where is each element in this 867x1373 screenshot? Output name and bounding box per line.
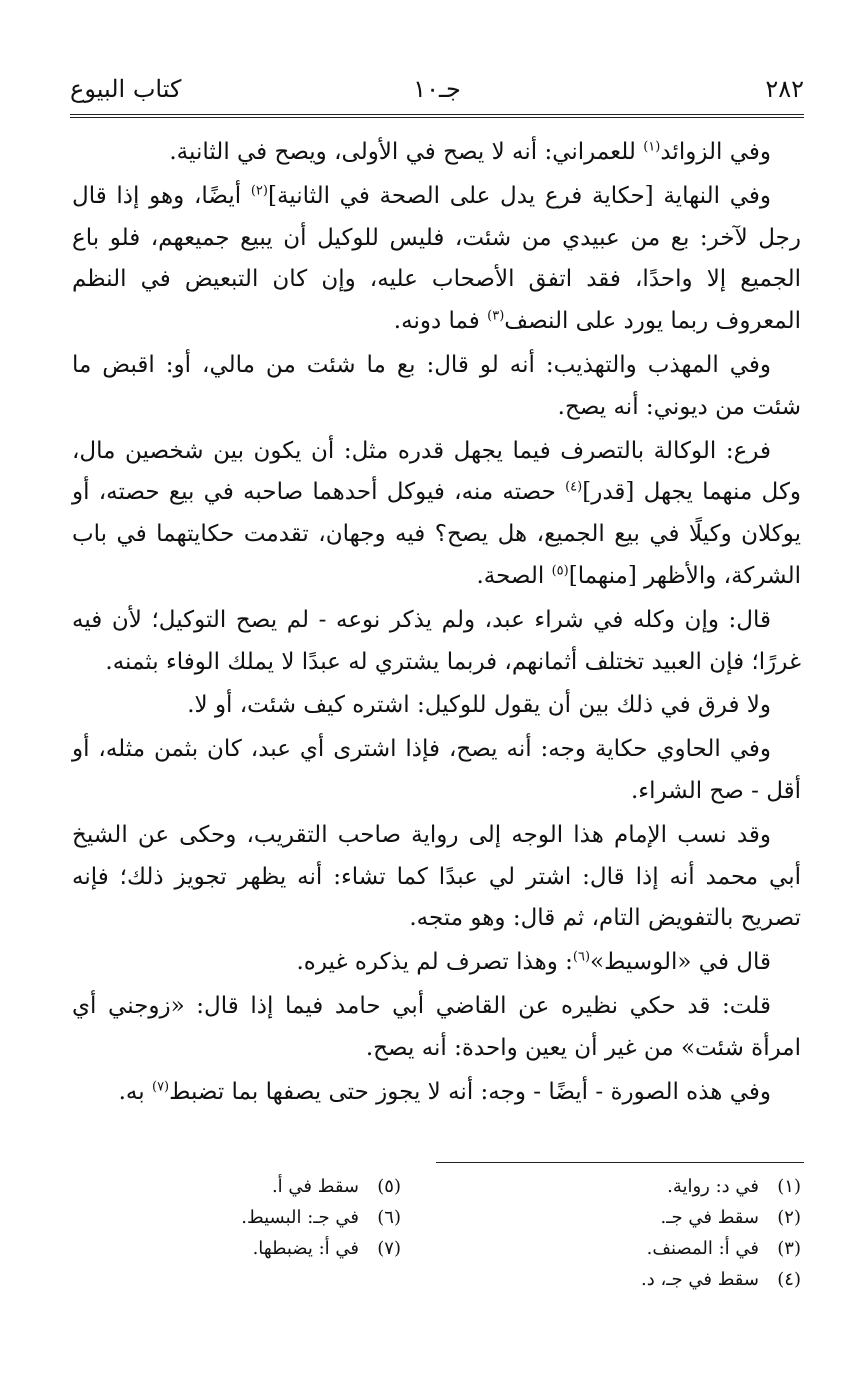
paragraph xyxy=(72,600,801,684)
running-header xyxy=(70,74,804,108)
paragraph-text: فما دونه. xyxy=(393,308,488,335)
paragraph xyxy=(72,176,801,343)
paragraph-text: قال في «الوسيط» xyxy=(590,949,771,976)
footnote-ref: (٥) xyxy=(551,563,569,579)
footnote xyxy=(41,1233,401,1264)
paragraph xyxy=(72,942,801,984)
footnote-text: في أ: يضبطها. xyxy=(252,1238,359,1259)
footnote-text: سقط في أ. xyxy=(271,1176,359,1197)
paragraph-text: وقد نسب الإمام هذا الوجه إلى رواية صاحب التقريب، وحكى عن الشيخ أبي محمد أنه إذا قال: اشتر لي عبدًا كما تشاء: أنه يظهر تجويز ذلك؛ فإنه تصريح بالتفويض التام، ثم قال: وهو متجه. xyxy=(72,821,801,932)
footnote xyxy=(441,1202,801,1233)
footnote-ref: (٤) xyxy=(565,479,583,495)
footnote-ref: (٦) xyxy=(572,949,591,965)
paragraph xyxy=(72,1072,801,1114)
footnote xyxy=(41,1171,401,1202)
main-text xyxy=(72,132,801,1115)
footnote-text: سقط في جـ. xyxy=(660,1207,759,1228)
paragraph xyxy=(72,132,801,174)
header-rule xyxy=(70,114,804,118)
footnote-number: (٤) xyxy=(777,1269,801,1290)
book-title: كتاب البيوع xyxy=(70,75,182,103)
paragraph-text: وفي هذه الصورة - أيضًا - وجه: أنه لا يجوز حتى يصفها بما تضبط xyxy=(169,1078,771,1105)
footnote-number: (٦) xyxy=(377,1207,401,1228)
paragraph-text: به. xyxy=(118,1078,152,1105)
paragraph-text: : وهذا تصرف لم يذكره غيره. xyxy=(296,949,573,976)
paragraph-text: حصته منه، فيوكل أحدهما صاحبه في بيع حصته، أو يوكلان وكيلًا في بيع الجميع، هل يصح؟ فيه وجهان، تقدمت حكايتهما في باب الشركة، والأظهر [منهما] xyxy=(72,479,801,589)
footnote-number: (٥) xyxy=(377,1176,401,1197)
footnote xyxy=(41,1202,401,1233)
paragraph-text: قال: وإن وكله في شراء عبد، ولم يذكر نوعه - لم يصح التوكيل؛ لأن فيه غررًا؛ فإن العبيد تختلف أثمانهم، فربما يشتري له عبدًا لا يملك الوفاء بثمنه. xyxy=(72,606,801,675)
paragraph-text: قلت: قد حكي نظيره عن القاضي أبي حامد فيما إذا قال: «زوجني أي امرأة شئت» من غير أن يعين واحدة: أنه يصح. xyxy=(72,992,801,1061)
paragraph xyxy=(72,986,801,1070)
footnote xyxy=(441,1233,801,1264)
footnote-text: سقط في جـ، د. xyxy=(641,1269,759,1290)
paragraph-text: ولا فرق في ذلك بين أن يقول للوكيل: اشتره كيف شئت، أو لا. xyxy=(187,692,771,719)
paragraph-text: وفي النهاية [حكاية فرع يدل على الصحة في الثانية] xyxy=(267,182,771,209)
footnote-column-left xyxy=(41,1171,401,1264)
paragraph xyxy=(72,431,801,598)
footnote-column-right xyxy=(441,1171,801,1295)
footnote xyxy=(441,1171,801,1202)
footnote-text: في جـ: البسيط. xyxy=(241,1207,359,1228)
paragraph-text: أيضًا، وهو إذا قال رجل لآخر: بع من عبيدي من شئت، فليس للوكيل أن يبيع جميعهم، فلو باع الجميع إلا واحدًا، فقد اتفق الأصحاب عليه، وإن كان التبعيض في النظم المعروف ربما يورد على النصف xyxy=(72,182,801,335)
footnote-number: (٣) xyxy=(777,1238,801,1259)
volume-label: جـ١٠ xyxy=(413,75,461,103)
footnote-ref: (٧) xyxy=(151,1078,170,1094)
paragraph xyxy=(72,345,801,429)
paragraph-text: للعمراني: أنه لا يصح في الأولى، ويصح في الثانية. xyxy=(169,139,644,165)
footnote-number: (٧) xyxy=(377,1238,401,1259)
paragraph-text: وفي الحاوي حكاية وجه: أنه يصح، فإذا اشترى أي عبد، كان بثمن مثله، أو أقل - صح الشراء. xyxy=(72,736,801,804)
paragraph xyxy=(72,685,801,727)
footnote-text: في د: رواية. xyxy=(667,1176,759,1197)
footnote-ref: (٣) xyxy=(487,308,505,324)
paragraph xyxy=(72,729,801,813)
footnote-ref: (١) xyxy=(643,139,661,155)
footnote-text: في أ: المصنف. xyxy=(646,1238,759,1259)
paragraph-text: وفي الزوائد xyxy=(660,139,771,165)
paragraph xyxy=(72,815,801,940)
footnote-separator xyxy=(436,1162,804,1163)
paragraph-text: وفي المهذب والتهذيب: أنه لو قال: بع ما شئت من مالي، أو: اقبض ما شئت من ديوني: أنه يصح. xyxy=(72,351,801,420)
footnote-number: (١) xyxy=(777,1176,801,1197)
paragraph-text: الصحة. xyxy=(476,562,552,589)
footnote-number: (٢) xyxy=(777,1207,801,1228)
footnote xyxy=(441,1264,801,1295)
paragraph-text: فرع: الوكالة بالتصرف فيما يجهل قدره مثل: أن يكون بين شخصين مال، وكل منهما يجهل [قدر] xyxy=(72,437,801,506)
page-number: ٢٨٢ xyxy=(765,75,804,103)
footnote-ref: (٢) xyxy=(250,183,268,199)
